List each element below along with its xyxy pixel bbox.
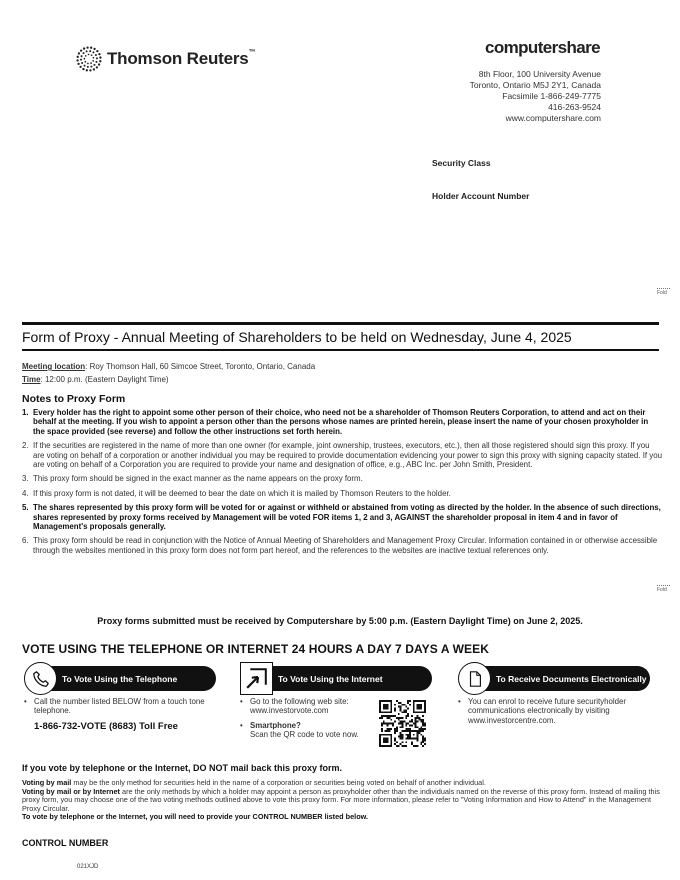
- note-item: 2. If the securities are registered in the name of more than one owner (for example, joint ownership, trustees, executors, etc.), then all those registered should sign this proxy. If you are voting on behalf of a corporation or another individual you may be required to provide documentation evidencing your power to sign this proxy with signing capacity stated. If you are voting on behalf of a Corporation you are required to provide your name and designation of office, e.g., ABC Inc. per John Smith, President.: [22, 441, 662, 470]
- fold-mark: Fold: [657, 585, 670, 593]
- address-line: Toronto, Ontario M5J 2Y1, Canada: [469, 80, 601, 91]
- deadline-notice: Proxy forms submitted must be received by Computershare by 5:00 p.m. (Eastern Daylight Time) on June 2, 2025.: [97, 616, 583, 626]
- title-top-rule: [22, 322, 659, 325]
- electronic-instructions: • You can enrol to receive future securityholder communications electronically by visiting www.investorcentre.com.: [458, 697, 627, 725]
- telephone-icon: [24, 662, 57, 695]
- title-bottom-rule: [22, 349, 659, 351]
- qr-code[interactable]: [379, 700, 426, 747]
- investorvote-link[interactable]: www.investorvote.com: [250, 706, 329, 716]
- internet-method-header: [240, 662, 432, 688]
- meeting-location: Meeting location: Roy Thomson Hall, 60 Simcoe Street, Toronto, Ontario, Canada: [22, 362, 316, 371]
- telephone-bullet: Call the number listed BELOW from a touch tone telephone.: [34, 697, 205, 716]
- security-class-label: Security Class: [432, 158, 491, 168]
- address-line: Facsimile 1-866-249-7775: [502, 91, 601, 102]
- mail-voting-info: Voting by mail may be the only method for securities held in the name of a corporation or securities being voted on behalf of another individual. Voting by mail or by Internet are the only methods by which a holder may appoint a person as proxyholder other than the individuals named on the reverse of this proxy form. Instead of mailing this proxy form, you may choose one of the two voting methods outlined above to vote this proxy form. For more information, please refer to "Voting Information and How to Attend" in the Management Proxy Circular. To vote by telephone or the Internet, you will need to provide your CONTROL NUMBER listed below.: [22, 778, 660, 821]
- thomson-reuters-logo: [76, 45, 255, 73]
- internet-instructions: • Go to the following web site: www.investorvote.com • Smartphone? Scan the QR code to vote now.: [240, 697, 359, 740]
- telephone-method-header: [24, 662, 216, 688]
- computershare-logo-text: computershare: [484, 38, 600, 57]
- qr-instruction: Scan the QR code to vote now.: [250, 730, 359, 740]
- note-item: 4. If this proxy form is not dated, it will be deemed to bear the date on which it is mailed by Thomson Reuters to the holder.: [22, 488, 451, 498]
- electronic-method-header: [458, 662, 650, 688]
- note-item: 1. Every holder has the right to appoint some other person of their choice, who need not be a shareholder of Thomson Reuters Corporation, to attend and act on their behalf at the meeting. If you wish to appoint a person other than the persons whose names are printed herein, please insert the name of your chosen proxyholder in the space provided (see reverse) and follow the other instructions set forth herein.: [22, 408, 649, 436]
- form-title: Form of Proxy - Annual Meeting of Shareholders to be held on Wednesday, June 4, 2025: [22, 329, 572, 345]
- smartphone-label: Smartphone?: [250, 720, 301, 730]
- do-not-mail-warning: If you vote by telephone or the Internet, DO NOT mail back this proxy form.: [22, 763, 343, 773]
- brand-name: Thomson Reuters™: [107, 49, 256, 68]
- fold-mark: Fold: [657, 288, 670, 296]
- investorcentre-link[interactable]: www.investorcentre.com.: [468, 715, 556, 725]
- agent-address: [470, 69, 601, 124]
- telephone-instructions: • Call the number listed BELOW from a touch tone telephone.: [24, 697, 224, 716]
- electronic-title: To Receive Documents Electronically: [476, 666, 650, 691]
- holder-account-label: Holder Account Number: [432, 191, 530, 201]
- computershare-logo: [485, 38, 600, 58]
- internet-bullet: Go to the following web site:: [250, 697, 349, 706]
- address-line: 416-263-9524: [548, 102, 601, 113]
- dot-ring-logo-icon: [76, 46, 102, 72]
- notes-list: [22, 408, 662, 560]
- internet-title: To Vote Using the Internet: [258, 666, 432, 691]
- vote-heading: VOTE USING THE TELEPHONE OR INTERNET 24 HOURS A DAY 7 DAYS A WEEK: [22, 642, 490, 656]
- note-item: 3. This proxy form should be signed in the exact manner as the name appears on the proxy form.: [22, 474, 363, 484]
- cursor-screen-icon: [240, 662, 273, 695]
- control-number-label: CONTROL NUMBER: [22, 838, 109, 848]
- electronic-bullet: You can enrol to receive future securityholder communications electronically by visiting: [468, 697, 627, 716]
- form-code: 021XJD: [77, 864, 99, 870]
- telephone-title: To Vote Using the Telephone: [42, 666, 216, 691]
- meeting-time: Time: 12:00 p.m. (Eastern Daylight Time): [22, 375, 169, 384]
- notes-heading: Notes to Proxy Form: [22, 393, 126, 405]
- note-item: 6. This proxy form should be read in conjunction with the Notice of Annual Meeting of Shareholders and Management Proxy Circular. Information contained in or otherwise accessible through the websites mentioned in this proxy form does not form part hereof, and the references to the websites are inactive textual references only.: [22, 536, 658, 555]
- document-icon: [458, 662, 491, 695]
- note-item: 5. The shares represented by this proxy form will be voted for or against or withheld or abstained from voting as directed by the holder. In the absence of such directions, shares represented by proxy forms received by Management will be voted FOR items 1, 2 and 3, AGAINST the shareholder proposal in item 4 and in favor of Management's proposals generally.: [22, 503, 661, 532]
- telephone-number[interactable]: 1-866-732-VOTE (8683) Toll Free: [34, 721, 178, 732]
- address-line: 8th Floor, 100 University Avenue: [478, 69, 601, 79]
- address-line: www.computershare.com: [505, 113, 601, 124]
